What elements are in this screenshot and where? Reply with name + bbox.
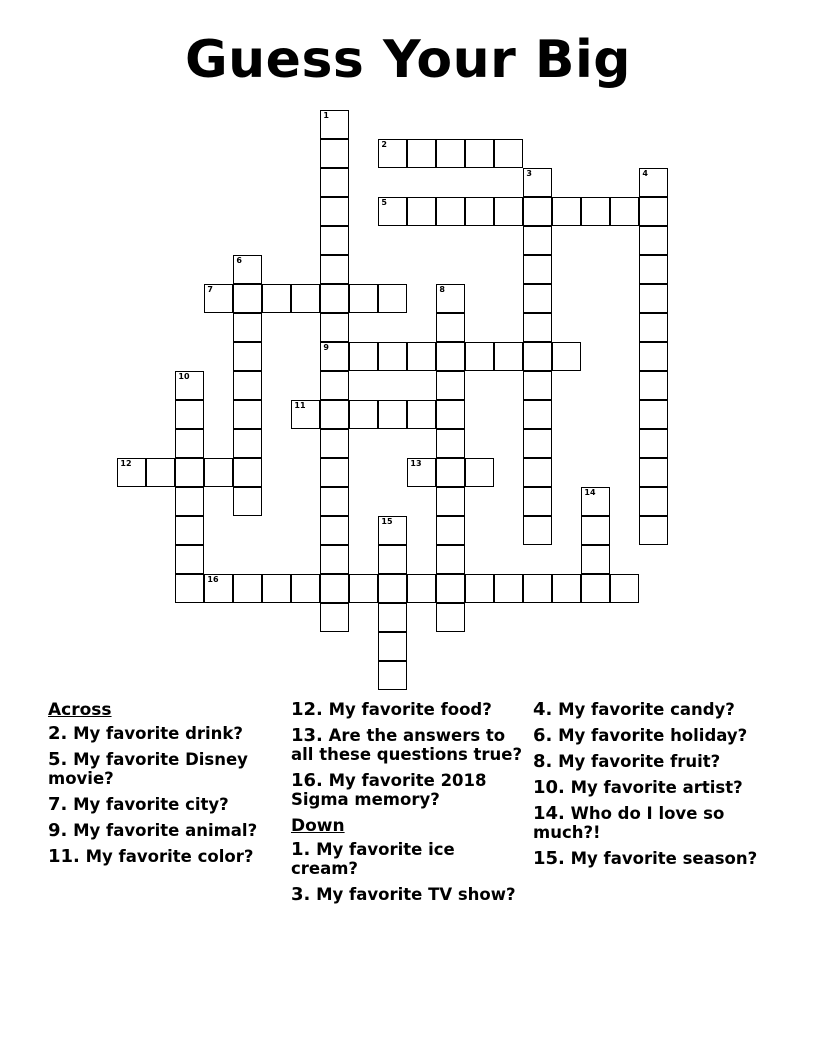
crossword-cell[interactable]	[262, 284, 291, 313]
crossword-cell[interactable]	[465, 574, 494, 603]
crossword-cell[interactable]	[523, 168, 552, 197]
crossword-cell[interactable]	[233, 574, 262, 603]
cell-number: 13	[410, 459, 422, 469]
crossword-cell[interactable]	[233, 255, 262, 284]
crossword-cell[interactable]	[436, 603, 465, 632]
crossword-cell[interactable]	[204, 574, 233, 603]
clue-number: 12.	[291, 699, 323, 720]
cell-number: 1	[323, 111, 329, 121]
crossword-cell[interactable]	[436, 458, 465, 487]
crossword-cell[interactable]	[233, 313, 262, 342]
crossword-cell[interactable]	[639, 487, 668, 516]
cell-number: 3	[526, 169, 532, 179]
crossword-cell[interactable]	[378, 139, 407, 168]
clue-text: Who do I love so much?!	[533, 804, 725, 842]
crossword-cell[interactable]	[639, 516, 668, 545]
clue-number: 7.	[48, 794, 68, 815]
crossword-cell[interactable]	[552, 197, 581, 226]
crossword-cell[interactable]	[494, 342, 523, 371]
cell-number: 11	[294, 401, 306, 411]
crossword-cell[interactable]	[407, 400, 436, 429]
crossword-cell[interactable]	[117, 458, 146, 487]
clue-number: 10.	[533, 777, 565, 798]
crossword-cell[interactable]	[233, 371, 262, 400]
clue-down-4	[533, 700, 763, 719]
crossword-cell[interactable]	[320, 458, 349, 487]
crossword-cell[interactable]	[378, 632, 407, 661]
crossword-cell[interactable]	[639, 168, 668, 197]
crossword-cell[interactable]	[378, 661, 407, 690]
crossword-cell[interactable]	[639, 371, 668, 400]
crossword-cell[interactable]	[349, 400, 378, 429]
crossword-cell[interactable]	[494, 139, 523, 168]
crossword-cell[interactable]	[465, 139, 494, 168]
down-heading: Down	[291, 816, 345, 836]
crossword-cell[interactable]	[320, 284, 349, 313]
crossword-cell[interactable]	[233, 487, 262, 516]
crossword-cell[interactable]	[523, 342, 552, 371]
clue-number: 8.	[533, 751, 553, 772]
crossword-cell[interactable]	[407, 197, 436, 226]
clue-text: Are the answers to all these questions true?	[291, 726, 523, 764]
crossword-cell[interactable]	[175, 458, 204, 487]
crossword-cell[interactable]	[552, 574, 581, 603]
crossword-cell[interactable]	[407, 574, 436, 603]
crossword-cell[interactable]	[320, 110, 349, 139]
crossword-cell[interactable]	[320, 168, 349, 197]
crossword-cell[interactable]	[552, 342, 581, 371]
clue-number: 14.	[533, 803, 565, 824]
crossword-cell[interactable]	[320, 487, 349, 516]
crossword-cell[interactable]	[581, 487, 610, 516]
cell-number: 14	[584, 488, 596, 498]
crossword-cell[interactable]	[175, 516, 204, 545]
clue-text: My favorite TV show?	[316, 885, 516, 904]
crossword-cell[interactable]	[610, 574, 639, 603]
clue-across-13	[291, 726, 523, 764]
clue-number: 2.	[48, 723, 68, 744]
crossword-cell[interactable]	[349, 284, 378, 313]
clue-number: 1.	[291, 839, 311, 860]
clue-down-8	[533, 752, 763, 771]
crossword-cell[interactable]	[436, 313, 465, 342]
cell-number: 15	[381, 517, 393, 527]
crossword-cell[interactable]	[320, 574, 349, 603]
clue-number: 3.	[291, 884, 311, 905]
cell-number: 9	[323, 343, 329, 353]
clue-text: My favorite season?	[570, 849, 758, 868]
clue-text: My favorite animal?	[73, 821, 258, 840]
clue-number: 4.	[533, 699, 553, 720]
crossword-cell[interactable]	[320, 139, 349, 168]
crossword-cell[interactable]	[320, 400, 349, 429]
crossword-cell[interactable]	[146, 458, 175, 487]
clue-number: 13.	[291, 725, 323, 746]
crossword-cell[interactable]	[175, 487, 204, 516]
crossword-cell[interactable]	[465, 458, 494, 487]
crossword-cell[interactable]	[639, 313, 668, 342]
clue-text: My favorite color?	[85, 847, 254, 866]
crossword-cell[interactable]	[233, 284, 262, 313]
crossword-cell[interactable]	[494, 197, 523, 226]
cell-number: 2	[381, 140, 387, 150]
clue-number: 9.	[48, 820, 68, 841]
clue-across-12	[291, 700, 523, 719]
clue-across-5	[48, 750, 288, 788]
crossword-cell[interactable]	[436, 429, 465, 458]
crossword-cell[interactable]	[378, 516, 407, 545]
clue-text: My favorite 2018 Sigma memory?	[291, 771, 487, 809]
crossword-cell[interactable]	[175, 574, 204, 603]
crossword-cell[interactable]	[436, 371, 465, 400]
crossword-cell[interactable]	[378, 284, 407, 313]
crossword-cell[interactable]	[494, 574, 523, 603]
cell-number: 12	[120, 459, 132, 469]
clue-down-15	[533, 849, 763, 868]
crossword-cell[interactable]	[581, 197, 610, 226]
crossword-cell[interactable]	[436, 284, 465, 313]
clue-down-1	[291, 840, 523, 878]
crossword-cell[interactable]	[349, 342, 378, 371]
clue-down-6	[533, 726, 763, 745]
crossword-cell[interactable]	[320, 516, 349, 545]
crossword-cell[interactable]	[320, 603, 349, 632]
crossword-cell[interactable]	[436, 139, 465, 168]
crossword-cell[interactable]	[320, 255, 349, 284]
clue-across-11	[48, 847, 288, 866]
crossword-cell[interactable]	[407, 139, 436, 168]
crossword-cell[interactable]	[233, 342, 262, 371]
crossword-cell[interactable]	[320, 429, 349, 458]
crossword-cell[interactable]	[320, 342, 349, 371]
clue-text: My favorite city?	[73, 795, 229, 814]
crossword-cell[interactable]	[378, 603, 407, 632]
crossword-cell[interactable]	[436, 487, 465, 516]
crossword-cell[interactable]	[175, 400, 204, 429]
crossword-cell[interactable]	[320, 226, 349, 255]
crossword-cell[interactable]	[291, 574, 320, 603]
crossword-cell[interactable]	[639, 226, 668, 255]
clue-text: My favorite candy?	[558, 700, 735, 719]
cell-number: 10	[178, 372, 190, 382]
crossword-cell[interactable]	[465, 197, 494, 226]
clue-across-7	[48, 795, 288, 814]
crossword-cell[interactable]	[378, 545, 407, 574]
clue-column-1	[48, 700, 288, 873]
crossword-cell[interactable]	[610, 197, 639, 226]
clue-text: My favorite holiday?	[558, 726, 748, 745]
clue-across-2	[48, 724, 288, 743]
crossword-cell[interactable]	[320, 371, 349, 400]
crossword-cell[interactable]	[639, 458, 668, 487]
crossword-cell[interactable]	[291, 284, 320, 313]
crossword-cell[interactable]	[465, 342, 494, 371]
crossword-cell[interactable]	[581, 545, 610, 574]
crossword-cell[interactable]	[523, 429, 552, 458]
crossword-cell[interactable]	[378, 197, 407, 226]
clue-number: 6.	[533, 725, 553, 746]
crossword-cell[interactable]	[233, 429, 262, 458]
crossword-cell[interactable]	[523, 574, 552, 603]
clue-text: My favorite ice cream?	[291, 840, 455, 878]
crossword-cell[interactable]	[291, 400, 320, 429]
crossword-cell[interactable]	[175, 545, 204, 574]
page-title: Guess Your Big	[184, 30, 632, 90]
crossword-cell[interactable]	[523, 226, 552, 255]
clue-number: 15.	[533, 848, 565, 869]
clue-text: My favorite Disney movie?	[48, 750, 248, 788]
cell-number: 4	[642, 169, 648, 179]
clue-text: My favorite fruit?	[558, 752, 721, 771]
crossword-cell[interactable]	[436, 400, 465, 429]
crossword-cell[interactable]	[523, 284, 552, 313]
cell-number: 7	[207, 285, 213, 295]
cell-number: 6	[236, 256, 242, 266]
crossword-cell[interactable]	[639, 197, 668, 226]
crossword-cell[interactable]	[175, 371, 204, 400]
crossword-cell[interactable]	[175, 429, 204, 458]
crossword-cell[interactable]	[407, 342, 436, 371]
clue-text: My favorite drink?	[73, 724, 243, 743]
clue-down-3	[291, 885, 523, 904]
crossword-cell[interactable]	[523, 487, 552, 516]
crossword-cell[interactable]	[320, 545, 349, 574]
crossword-cell[interactable]	[436, 342, 465, 371]
crossword-cell[interactable]	[523, 255, 552, 284]
crossword-cell[interactable]	[320, 313, 349, 342]
crossword-cell[interactable]	[639, 284, 668, 313]
crossword-cell[interactable]	[639, 400, 668, 429]
clue-number: 11.	[48, 846, 80, 867]
crossword-cell[interactable]	[436, 545, 465, 574]
clue-number: 5.	[48, 749, 68, 770]
clue-text: My favorite food?	[328, 700, 492, 719]
crossword-cell[interactable]	[378, 342, 407, 371]
cell-number: 16	[207, 575, 219, 585]
clue-number: 16.	[291, 770, 323, 791]
crossword-cell[interactable]	[436, 574, 465, 603]
crossword-cell[interactable]	[581, 516, 610, 545]
clue-column-3	[533, 700, 763, 875]
crossword-cell[interactable]	[523, 371, 552, 400]
crossword-cell[interactable]	[320, 197, 349, 226]
crossword-cell[interactable]	[204, 284, 233, 313]
crossword-cell[interactable]	[523, 516, 552, 545]
crossword-cell[interactable]	[523, 400, 552, 429]
clue-down-14	[533, 804, 763, 842]
crossword-cell[interactable]	[581, 574, 610, 603]
crossword-cell[interactable]	[378, 400, 407, 429]
crossword-cell[interactable]	[436, 197, 465, 226]
crossword-cell[interactable]	[407, 458, 436, 487]
crossword-cell[interactable]	[436, 516, 465, 545]
crossword-cell[interactable]	[204, 458, 233, 487]
clue-across-9	[48, 821, 288, 840]
crossword-cell[interactable]	[233, 458, 262, 487]
crossword-cell[interactable]	[349, 574, 378, 603]
cell-number: 5	[381, 198, 387, 208]
cell-number: 8	[439, 285, 445, 295]
clue-column-2	[291, 700, 523, 911]
crossword-cell[interactable]	[378, 574, 407, 603]
clue-across-16	[291, 771, 523, 809]
crossword-cell[interactable]	[639, 255, 668, 284]
crossword-cell[interactable]	[262, 574, 291, 603]
crossword-cell[interactable]	[523, 313, 552, 342]
crossword-cell[interactable]	[523, 197, 552, 226]
crossword-cell[interactable]	[639, 342, 668, 371]
clue-down-10	[533, 778, 763, 797]
clue-text: My favorite artist?	[570, 778, 743, 797]
crossword-cell[interactable]	[639, 429, 668, 458]
crossword-cell[interactable]	[233, 400, 262, 429]
crossword-cell[interactable]	[523, 458, 552, 487]
across-heading: Across	[48, 700, 112, 720]
